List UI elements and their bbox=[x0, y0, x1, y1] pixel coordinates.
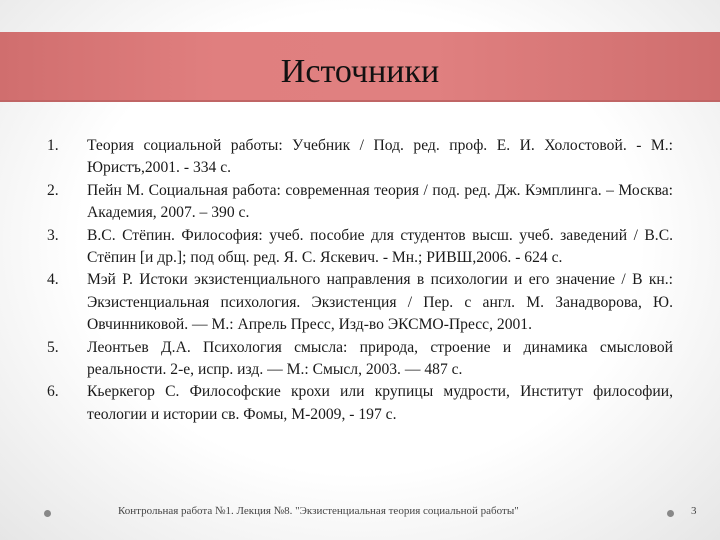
item-number: 6. bbox=[47, 383, 59, 401]
list-item bbox=[47, 381, 673, 426]
footer-dot-icon bbox=[667, 510, 674, 517]
page-number: 3 bbox=[691, 505, 697, 517]
item-number: 1. bbox=[47, 137, 59, 154]
sources-list bbox=[47, 135, 673, 426]
item-text: Теория социальной работы: Учебник / Под. ред. проф. Е. И. Холостовой. - М.: Юристъ,2001. - 334 с. bbox=[87, 137, 673, 177]
item-text: Кьеркегор С. Философские крохи или крупицы мудрости, Институт философии, теологии и истории св. Фомы, М-2009, - 197 с. bbox=[87, 383, 673, 423]
list-item bbox=[47, 337, 673, 382]
item-number: 2. bbox=[47, 181, 59, 199]
item-number: 4. bbox=[47, 271, 59, 289]
item-text: Леонтьев Д.А. Психология смысла: природа, строение и динамика смысловой реальности. 2-е, испр. изд. — М.: Смысл, 2003. — 487 с. bbox=[87, 338, 673, 379]
list-item bbox=[47, 180, 673, 225]
list-item bbox=[47, 135, 673, 180]
item-text: Мэй Р. Истоки экзистенциального направления в психологии и его значение / В кн.: Экзистенциальная психология. Экзистенция / Пер. с англ. М. Занадворова, Ю. Овчинниковой. — М.: Апрель Пресс, Изд-во ЭКСМО-Пресс, 2001. bbox=[87, 271, 673, 334]
slide-title: Источники bbox=[280, 53, 440, 90]
list-item bbox=[47, 269, 673, 336]
item-number: 3. bbox=[47, 226, 59, 244]
item-text: Пейн М. Социальная работа: современная теория / под. ред. Дж. Кэмплинга. – Москва: Академия, 2007. – 390 с. bbox=[87, 181, 673, 222]
footer-dot-icon bbox=[44, 510, 51, 517]
footer-text: Контрольная работа №1. Лекция №8. "Экзистенциальная теория социальной работы" bbox=[118, 505, 519, 517]
item-text: В.С. Стёпин. Философия: учеб. пособие для студентов высш. учеб. заведений / В.С. Стёпин [и др.]; под общ. ред. Я. С. Яскевич. - Мн.; РИВШ,2006. - 624 с. bbox=[87, 226, 673, 267]
list-item bbox=[47, 225, 673, 270]
item-number: 5. bbox=[47, 338, 59, 356]
